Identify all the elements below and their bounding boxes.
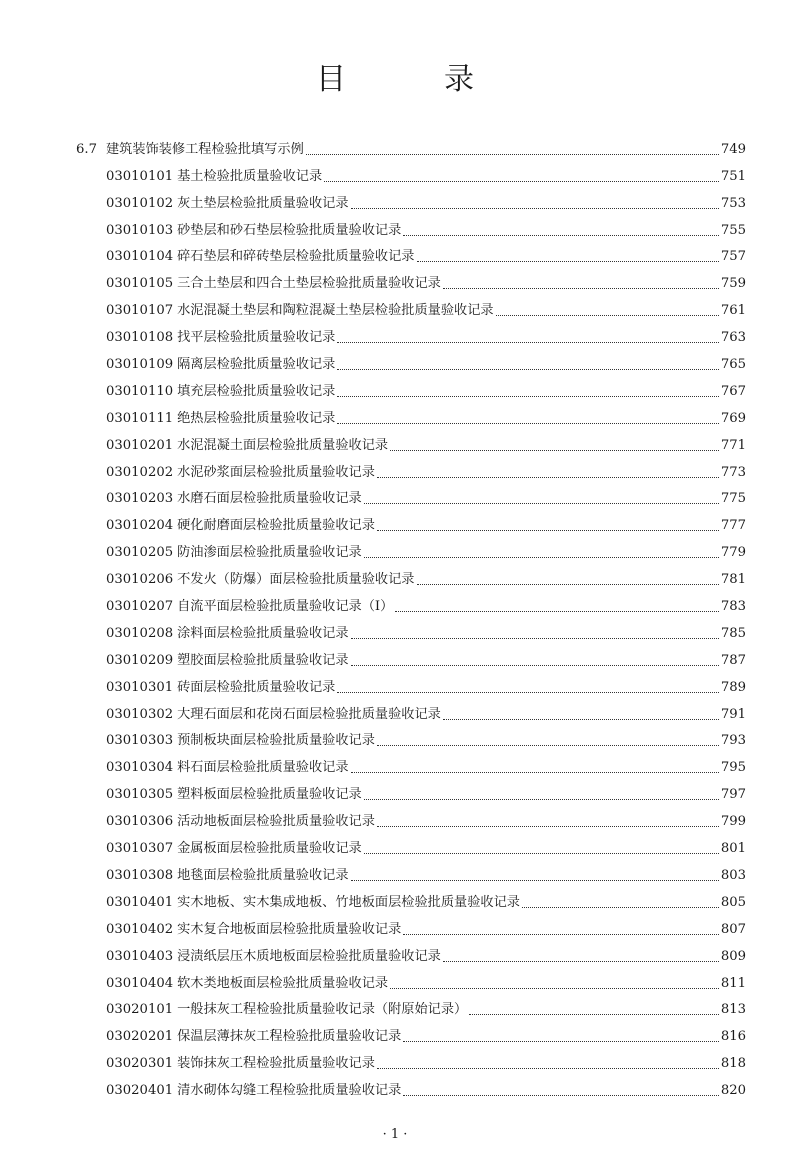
dot-leader — [351, 771, 719, 773]
entry-label: 装饰抹灰工程检验批质量验收记录 — [177, 1056, 375, 1072]
dot-leader — [377, 744, 719, 746]
dot-leader — [417, 260, 719, 262]
entry-page-number: 771 — [720, 437, 746, 453]
entry-page-number: 791 — [720, 706, 746, 722]
entry-label: 填充层检验批质量验收记录 — [177, 383, 336, 399]
entry-code: 03010206 — [106, 572, 174, 588]
entry-code: 03010305 — [106, 787, 174, 803]
dot-leader — [351, 637, 719, 639]
entry-code: 03010111 — [106, 410, 174, 426]
dot-leader — [443, 960, 719, 962]
entry-label: 碎石垫层和碎砖垫层检验批质量验收记录 — [177, 249, 415, 265]
toc-entry-row[interactable] — [76, 429, 746, 456]
entry-page-number: 818 — [720, 1056, 746, 1072]
dot-leader — [377, 1067, 719, 1069]
entry-label: 不发火（防爆）面层检验批质量验收记录 — [177, 572, 415, 588]
entry-page-number: 751 — [720, 168, 746, 184]
toc-entry-row[interactable] — [76, 483, 746, 510]
dot-leader — [395, 610, 718, 612]
toc-entry-row[interactable] — [76, 886, 746, 913]
entry-label: 自流平面层检验批质量验收记录（Ⅰ） — [177, 599, 394, 615]
dot-leader — [364, 556, 719, 558]
entry-code: 03010402 — [106, 921, 174, 937]
dot-leader — [403, 234, 719, 236]
dot-leader — [496, 314, 719, 316]
entry-page-number: 820 — [720, 1083, 746, 1099]
entry-page-number: 777 — [720, 518, 746, 534]
dot-leader — [337, 395, 718, 397]
entry-code: 03010102 — [106, 195, 174, 211]
toc-entry-row[interactable] — [76, 536, 746, 563]
entry-code: 03010401 — [106, 894, 174, 910]
entry-label: 绝热层检验批质量验收记录 — [177, 410, 336, 426]
entry-code: 03010302 — [106, 706, 174, 722]
dot-leader — [390, 449, 719, 451]
entry-page-number: 816 — [720, 1029, 746, 1045]
dot-leader — [337, 422, 718, 424]
toc-entry-row[interactable] — [76, 160, 746, 187]
dot-leader — [417, 583, 719, 585]
entry-page-number: 753 — [720, 195, 746, 211]
entry-code: 03010307 — [106, 841, 174, 857]
toc-entry-row[interactable] — [76, 778, 746, 805]
entry-code: 03010403 — [106, 948, 174, 964]
toc-entry-row[interactable] — [76, 348, 746, 375]
entry-page-number: 755 — [720, 222, 746, 238]
entry-label: 水泥混凝土垫层和陶粒混凝土垫层检验批质量验收记录 — [177, 303, 494, 319]
entry-code: 03010107 — [106, 303, 174, 319]
toc-entry-row[interactable] — [76, 375, 746, 402]
dot-leader — [337, 368, 718, 370]
entry-code: 03010303 — [106, 733, 174, 749]
entry-code: 03010204 — [106, 518, 174, 534]
entry-label: 大理石面层和花岗石面层检验批质量验收记录 — [177, 706, 441, 722]
entry-code: 03010209 — [106, 652, 174, 668]
entry-label: 塑料板面层检验批质量验收记录 — [177, 787, 362, 803]
toc-entry-row[interactable] — [76, 698, 746, 725]
entry-page-number: 783 — [720, 599, 746, 615]
toc-entry-row[interactable] — [76, 913, 746, 940]
entry-page-number: 785 — [720, 625, 746, 641]
dot-leader — [324, 180, 719, 182]
entry-label: 活动地板面层检验批质量验收记录 — [177, 814, 375, 830]
toc-entry-row[interactable] — [76, 617, 746, 644]
entry-label: 水磨石面层检验批质量验收记录 — [177, 491, 362, 507]
entry-code: 03010205 — [106, 545, 174, 561]
entry-code: 03010201 — [106, 437, 174, 453]
entry-page-number: 811 — [720, 975, 746, 991]
entry-code: 03010207 — [106, 599, 174, 615]
entry-page-number: 813 — [720, 1002, 746, 1018]
dot-leader — [403, 1094, 719, 1096]
dot-leader — [443, 718, 719, 720]
entry-code: 03010101 — [106, 168, 174, 184]
entry-code: 03010306 — [106, 814, 174, 830]
dot-leader — [390, 987, 719, 989]
dot-leader — [403, 1040, 719, 1042]
entry-page-number: 799 — [720, 814, 746, 830]
entry-page-number: 765 — [720, 357, 746, 373]
entry-label: 灰土垫层检验批质量验收记录 — [177, 195, 349, 211]
entry-label: 清水砌体勾缝工程检验批质量验收记录 — [177, 1083, 402, 1099]
entry-code: 03010208 — [106, 625, 174, 641]
dot-leader — [377, 825, 719, 827]
toc-entry-row[interactable] — [76, 590, 746, 617]
toc-entry-row[interactable] — [76, 859, 746, 886]
entry-code: 03010202 — [106, 464, 174, 480]
entry-page-number: 801 — [720, 841, 746, 857]
entry-code: 03020301 — [106, 1056, 174, 1072]
entry-code: 03010108 — [106, 330, 174, 346]
toc-entry-row[interactable] — [76, 1047, 746, 1074]
entry-label: 一般抹灰工程检验批质量验收记录（附原始记录） — [177, 1002, 468, 1018]
toc-entry-row[interactable] — [76, 940, 746, 967]
entry-code: 03010109 — [106, 357, 174, 373]
section-label: 建筑装饰装修工程检验批填写示例 — [106, 141, 304, 157]
entry-page-number: 809 — [720, 948, 746, 964]
entry-code: 03010104 — [106, 249, 174, 265]
dot-leader — [351, 207, 719, 209]
entry-page-number: 767 — [720, 383, 746, 399]
entry-label: 地毯面层检验批质量验收记录 — [177, 867, 349, 883]
section-number: 6.7 — [76, 141, 97, 157]
dot-leader — [403, 933, 719, 935]
entry-page-number: 781 — [720, 572, 746, 588]
toc-entry-row[interactable] — [76, 832, 746, 859]
entry-label: 实木地板、实木集成地板、竹地板面层检验批质量验收记录 — [177, 894, 520, 910]
dot-leader — [377, 476, 719, 478]
dot-leader — [306, 153, 719, 155]
entry-label: 金属板面层检验批质量验收记录 — [177, 841, 362, 857]
entry-code: 03010404 — [106, 975, 174, 991]
toc-section-row[interactable] — [76, 133, 746, 160]
toc-entry-row[interactable] — [76, 267, 746, 294]
entry-code: 03010308 — [106, 867, 174, 883]
entry-code: 03010203 — [106, 491, 174, 507]
dot-leader — [364, 852, 719, 854]
dot-leader — [469, 1013, 719, 1015]
entry-label: 软木类地板面层检验批质量验收记录 — [177, 975, 389, 991]
entry-page-number: 803 — [720, 867, 746, 883]
entry-code: 03010105 — [106, 276, 174, 292]
toc-entry-row[interactable] — [76, 644, 746, 671]
entry-label: 预制板块面层检验批质量验收记录 — [177, 733, 375, 749]
toc-entry-row[interactable] — [76, 805, 746, 832]
entry-label: 塑胶面层检验批质量验收记录 — [177, 652, 349, 668]
entry-page-number: 807 — [720, 921, 746, 937]
toc-entry-row[interactable] — [76, 456, 746, 483]
entry-page-number: 773 — [720, 464, 746, 480]
entry-page-number: 757 — [720, 249, 746, 265]
toc-entry-row[interactable] — [76, 671, 746, 698]
entry-page-number: 769 — [720, 410, 746, 426]
dot-leader — [377, 529, 719, 531]
dot-leader — [522, 906, 719, 908]
entry-page-number: 759 — [720, 276, 746, 292]
entry-page-number: 797 — [720, 787, 746, 803]
section-page-number: 749 — [720, 141, 746, 157]
entry-code: 03020201 — [106, 1029, 174, 1045]
entry-label: 浸渍纸层压木质地板面层检验批质量验收记录 — [177, 948, 441, 964]
dot-leader — [364, 502, 719, 504]
dot-leader — [351, 879, 719, 881]
dot-leader — [443, 287, 719, 289]
entry-page-number: 779 — [720, 545, 746, 561]
entry-label: 保温层薄抹灰工程检验批质量验收记录 — [177, 1029, 402, 1045]
toc-entry-row[interactable] — [76, 241, 746, 268]
dot-leader — [364, 798, 719, 800]
entry-label: 找平层检验批质量验收记录 — [177, 330, 336, 346]
toc-entry-row[interactable] — [76, 563, 746, 590]
entry-label: 水泥混凝土面层检验批质量验收记录 — [177, 437, 389, 453]
toc-entry-row[interactable] — [76, 967, 746, 994]
toc-entry-row[interactable] — [76, 187, 746, 214]
dot-leader — [337, 341, 718, 343]
entry-code: 03010304 — [106, 760, 174, 776]
toc-entry-row[interactable] — [76, 1020, 746, 1047]
entry-label: 实木复合地板面层检验批质量验收记录 — [177, 921, 402, 937]
entry-page-number: 789 — [720, 679, 746, 695]
entry-label: 涂料面层检验批质量验收记录 — [177, 625, 349, 641]
entry-label: 硬化耐磨面层检验批质量验收记录 — [177, 518, 375, 534]
toc-entry-row[interactable] — [76, 321, 746, 348]
entry-page-number: 775 — [720, 491, 746, 507]
entry-label: 水泥砂浆面层检验批质量验收记录 — [177, 464, 375, 480]
toc-entry-row[interactable] — [76, 751, 746, 778]
entry-page-number: 761 — [720, 303, 746, 319]
dot-leader — [337, 691, 718, 693]
entry-page-number: 795 — [720, 760, 746, 776]
toc-entry-row[interactable] — [76, 509, 746, 536]
entry-label: 防油渗面层检验批质量验收记录 — [177, 545, 362, 561]
toc-entry-row[interactable] — [76, 214, 746, 241]
entry-label: 料石面层检验批质量验收记录 — [177, 760, 349, 776]
page-title: 目 录 — [316, 62, 508, 98]
entry-label: 砂垫层和砂石垫层检验批质量验收记录 — [177, 222, 402, 238]
entry-label: 三合土垫层和四合土垫层检验批质量验收记录 — [177, 276, 441, 292]
entry-page-number: 787 — [720, 652, 746, 668]
entry-label: 隔离层检验批质量验收记录 — [177, 357, 336, 373]
toc-entry-row[interactable] — [76, 725, 746, 752]
dot-leader — [351, 664, 719, 666]
entry-code: 03020101 — [106, 1002, 174, 1018]
toc-entry-row[interactable] — [76, 1074, 746, 1101]
entry-page-number: 793 — [720, 733, 746, 749]
toc-entry-row[interactable] — [76, 294, 746, 321]
entry-label: 基土检验批质量验收记录 — [177, 168, 323, 184]
toc-entry-row[interactable] — [76, 402, 746, 429]
page-footer-number: · 1 · — [382, 1127, 408, 1142]
entry-code: 03010301 — [106, 679, 174, 695]
table-of-contents — [76, 133, 746, 1101]
entry-page-number: 763 — [720, 330, 746, 346]
entry-code: 03010110 — [106, 383, 174, 399]
entry-page-number: 805 — [720, 894, 746, 910]
entry-code: 03020401 — [106, 1083, 174, 1099]
entry-code: 03010103 — [106, 222, 174, 238]
entry-label: 砖面层检验批质量验收记录 — [177, 679, 336, 695]
toc-entry-row[interactable] — [76, 994, 746, 1021]
